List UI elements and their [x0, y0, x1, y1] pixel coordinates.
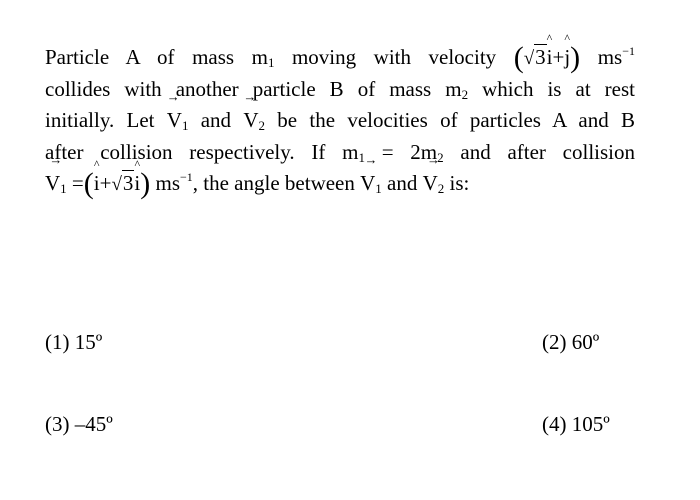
square-root: √3: [111, 171, 134, 195]
vector-v1: → $V_1$: [360, 168, 382, 200]
question-line-2: collides with another particle B of mass $m_2$ which is at rest: [45, 76, 635, 102]
vector-v2: → $V_2$: [423, 168, 445, 200]
vector-v1: → $V_1$: [167, 105, 189, 137]
option-1[interactable]: (1) 15º: [45, 330, 103, 354]
unit-vector-i: ^ i: [94, 168, 100, 200]
square-root: √3: [523, 45, 546, 69]
question-text: [45, 42, 635, 200]
question-line-3: initially. Let → $V_1$ and → $V_2$ be the velocities of particles A and B: [45, 105, 635, 137]
option-3[interactable]: (3) –45º: [45, 412, 113, 436]
vector-v2: → $V_2$: [243, 105, 265, 137]
unit-vector-j: ^ j: [564, 42, 570, 74]
vector-v1: → $V_1$: [45, 168, 67, 200]
question-line-4: after collision respectively. If $m_1 = 2m_2$ and after collision: [45, 139, 635, 165]
question-line-5: → $V_1$ =(^ i+√3^ i) $ms^{-1}$, the angle between → $V_1$ and → $V_2$ is:: [45, 168, 635, 200]
question-line-1: Particle A of mass $m_1$ moving with velocity (√3^ i+^ j) $ms^{-1}$: [45, 42, 635, 74]
option-4[interactable]: (4) 105º: [542, 412, 610, 436]
unit-vector-i: ^ i: [134, 168, 140, 200]
option-2[interactable]: (2) 60º: [542, 330, 600, 354]
velocity-expression: (√3^ i+^ j): [514, 45, 580, 69]
unit-vector-i: ^ i: [547, 42, 553, 74]
